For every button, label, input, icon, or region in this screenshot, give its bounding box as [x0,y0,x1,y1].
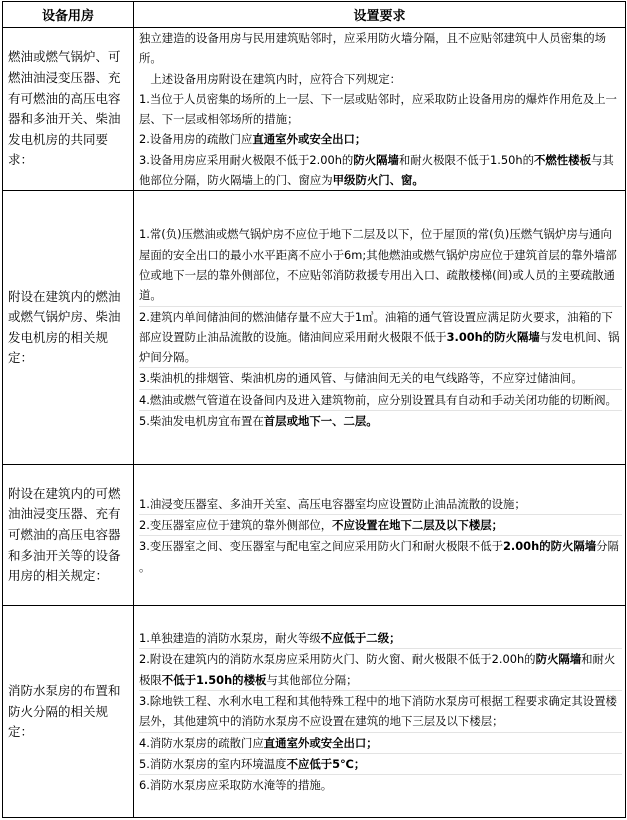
requirement-text: 6.消防水泵房应采取防水淹等的措施。 [139,778,333,793]
requirement-text: 3.除地铁工程、水利水电工程和其他特殊工程中的地下消防水泵房可根据工程要求确定其设置楼层外，其他建筑中的消防水泵房不应设置在建筑的地下三层及以下楼层； [139,694,617,729]
requirement-emphasis: 不应低于5℃； [286,756,366,771]
requirement-item [139,89,622,130]
requirement-text: 4.消防水泵房的疏散门应 [139,735,264,750]
requirement-item [139,150,622,191]
requirement-text: 分隔 。 [139,539,619,574]
requirement-text: 1.当位于人员密集的场所的上一层、下一层或贴邻时，应采取防止设备用房的爆炸作用危及上一层、下一层或相邻场所的措施； [139,91,617,127]
requirement-item [139,691,622,733]
requirement-emphasis: 不应低于二级； [320,631,401,646]
row-requirements [134,465,626,606]
requirement-item [139,411,622,431]
requirement-text: 2.附设在建筑内的消防水泵房应采用防火门、防火窗、耐火极限不低于2.00h的 [139,652,536,667]
row-category-fire-pump: 消防水泵房的布置和防火分隔的相关规定： [3,606,134,818]
table-header-row [3,2,626,28]
requirement-emphasis: 甲级防火门、窗。 [332,173,424,188]
requirement-emphasis: 首层或地下一、二层。 [263,414,378,429]
requirement-emphasis: 防火隔墙 [353,152,399,167]
requirement-emphasis: 不应设置在地下二层及以下楼层； [332,518,503,533]
requirement-text: 1.油浸变压器室、多油开关室、高压电容器室均应设置防止油品流散的设施； [139,496,526,511]
row-requirements [134,28,626,191]
requirement-emphasis: 直通室外或安全出口； [252,132,367,147]
requirement-item [139,368,622,389]
requirement-emphasis: 2.00h的防火隔墙 [502,539,597,554]
requirement-item [139,628,622,649]
requirement-text: 和耐火极限 [139,652,616,687]
requirement-text: 与其他部位分隔，防火隔墙上的门、窗应为 [139,152,614,188]
requirement-text: 1.单独建造的消防水泵房，耐火等级 [139,631,321,646]
requirement-emphasis: 直通室外或安全出口； [263,735,378,750]
requirement-text: 3.柴油机的排烟管、柴油机房的通风管、与储油间无关的电气线路等，不应穿过储油间。 [139,371,583,386]
requirement-text: 3.变压器室之间、变压器室与配电室之间应采用防火门和耐火极限不低于 [139,539,503,554]
requirement-text: 2.变压器室应位于建筑的靠外侧部位， [139,518,333,533]
requirement-text: 上述设备用房附设在建筑内时，应符合下列规定： [139,71,401,86]
header-requirements: 设置要求 [134,2,626,28]
header-equipment-room: 设备用房 [3,2,134,28]
requirement-item [139,307,622,369]
requirement-emphasis: 防火隔墙 [535,652,582,667]
requirement-item [139,515,622,536]
requirement-text: 与其他部位分隔； [266,672,358,687]
requirement-text: 独立建造的设备用房与民用建筑贴邻时，应采用防火墙分隔，且不应贴邻建筑中人员密集的场所。 [139,31,607,66]
row-requirements [134,191,626,465]
requirement-text: 4.燃油或燃气管道在设备间内及进入建筑物前，应分别设置具有自动和手动关闭功能的切断阀。 [139,392,617,407]
requirement-emphasis: 不低于1.50h的楼板 [161,672,267,687]
row-category-transformer: 附设在建筑内的可燃油油浸变压器、充有可燃油的高压电容器和多油开关等的设备用房的相关规定： [3,465,134,606]
requirement-item [139,69,622,89]
requirement-emphasis: 不燃性楼板 [534,152,591,167]
requirement-text: 2.设备用房的疏散门应 [139,132,253,147]
requirement-text: 5.消防水泵房的室内环境温度 [139,756,287,771]
requirement-item [139,649,622,691]
requirement-item [139,129,622,149]
requirement-text: 3.设备用房应采用耐火极限不低于2.00h的 [139,152,354,167]
table-row [3,465,626,606]
requirement-item [139,224,622,306]
table-row [3,28,626,191]
requirement-text: 1.常(负)压燃油或燃气锅炉房不应位于地下二层及以下，位于屋顶的常(负)压燃气锅炉房与通向屋面的安全出口的最小水平距离不应小于6m;其他燃油或燃气锅炉房应位于建筑首层的靠外墙部位或地下一层的靠外侧部位，不应贴邻消防救援专用出入口、疏散楼梯(间)或人员的主要疏散通道。 [139,227,617,303]
requirement-item [139,733,622,754]
requirement-text: 5.柴油发电机房宜布置在 [139,414,264,429]
requirement-text: 2.建筑内单间储油间的燃油储存量不应大于1㎥。油箱的通气管设置应满足防火要求，油箱的下部应设置防止油品流散的设施。储油间应采用耐火极限不低于 [139,309,613,344]
table-row [3,606,626,818]
requirement-item [139,775,622,795]
requirement-item [139,28,622,69]
requirement-text: 和耐火极限不低于1.50h的 [398,152,534,167]
table-row [3,191,626,465]
requirement-text: 与发电机间、锅炉间分隔。 [139,329,620,365]
requirement-item [139,390,622,411]
row-category-common: 燃油或燃气锅炉、可燃油油浸变压器、充有可燃油的高压电容器和多油开关、柴油发电机房的共同要求： [3,28,134,191]
fire-equipment-room-table [2,1,626,818]
requirement-item [139,536,622,577]
requirement-item [139,494,622,515]
requirement-emphasis: 3.00h的防火隔墙 [446,329,540,344]
row-category-boiler-generator: 附设在建筑内的燃油或燃气锅炉房、柴油发电机房的相关规定： [3,191,134,465]
row-requirements [134,606,626,818]
requirement-item [139,754,622,775]
